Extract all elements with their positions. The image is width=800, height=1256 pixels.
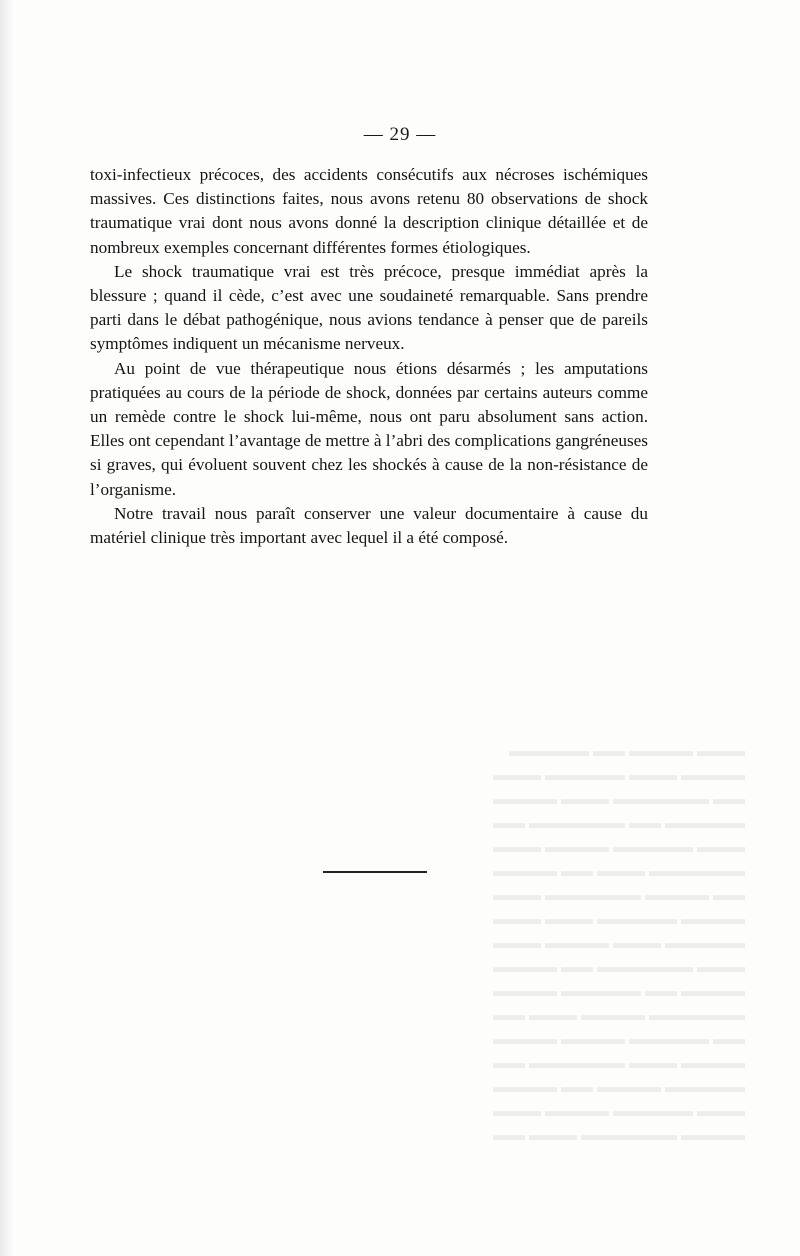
section-end-rule [323, 871, 427, 873]
paragraph-therapeutic: Au point de vue thérapeutique nous étions désarmés ; les amputations pratiquées au cours de la période de shock, données par certains auteurs comme un remède contre le shock lui-même, nous ont paru absolument sans action. Elles ont cependant l’avantage de mettre à l’abri des complications gangréneuses si graves, qui évoluent souvent chez les shockés à cause de la non-résistance de l’organisme. [90, 358, 648, 499]
paragraph-continuation: toxi-infectieux précoces, des accidents consécutifs aux nécroses ischémiques massives. Ces distinctions faites, nous avons retenu 80 observations de shock traumatique vrai dont nous avons donné la description clinique détaillée et de nombreux exemples concernant différentes formes étiologiques. [90, 165, 648, 257]
body-text [90, 163, 648, 550]
page-edge-shadow [0, 0, 14, 1256]
page-number: — 29 — [363, 124, 437, 145]
paragraph-shock-description: Le shock traumatique vrai est très précoce, presque immédiat après la blessure ; quand il cède, c’est avec une soudaineté remarquable. Sans prendre parti dans le débat pathogénique, nous avions tendance à penser que de pareils symptômes indiquent un mécanisme nerveux. [90, 261, 648, 354]
show-through-texture: ▬▬▬ ▬▬▬▬ ▬▬ ▬▬▬▬▬ ▬▬▬▬ ▬▬▬ ▬▬▬▬▬ ▬▬▬ ▬▬ ▬▬▬▬▬▬ ▬▬▬ ▬▬▬▬ ▬▬▬▬▬ ▬▬ ▬▬▬▬▬▬ ▬▬ ▬▬▬ ▬▬▬▬▬ ▬▬▬▬ ▬▬▬ ▬▬▬▬▬▬ ▬▬▬ ▬▬ ▬▬▬▬ ▬▬ ▬▬▬▬ ▬▬▬▬▬▬ ▬▬▬ ▬▬▬▬ ▬▬▬▬▬ ▬▬▬ ▬▬▬ ▬▬▬▬▬ ▬▬▬ ▬▬▬▬ ▬▬▬ ▬▬▬ ▬▬▬▬▬▬ ▬▬ ▬▬▬▬ ▬▬▬▬ ▬▬ ▬▬▬▬▬ ▬▬▬▬ ▬▬▬▬▬▬ ▬▬▬▬ ▬▬▬ ▬▬ ▬▬ ▬▬▬▬▬ ▬▬▬▬ ▬▬▬▬ ▬▬▬▬ ▬▬▬ ▬▬▬▬▬▬ ▬▬ ▬▬▬▬▬ ▬▬▬▬ ▬▬ ▬▬▬▬ ▬▬▬ ▬▬▬▬▬ ▬▬▬▬ ▬▬▬ ▬▬▬▬ ▬▬▬▬▬▬ ▬▬▬ ▬▬ [493, 743, 745, 1144]
paragraph-conclusion: Notre travail nous paraît conserver une valeur documentaire à cause du matériel clinique très important avec lequel il a été composé. [90, 503, 648, 548]
